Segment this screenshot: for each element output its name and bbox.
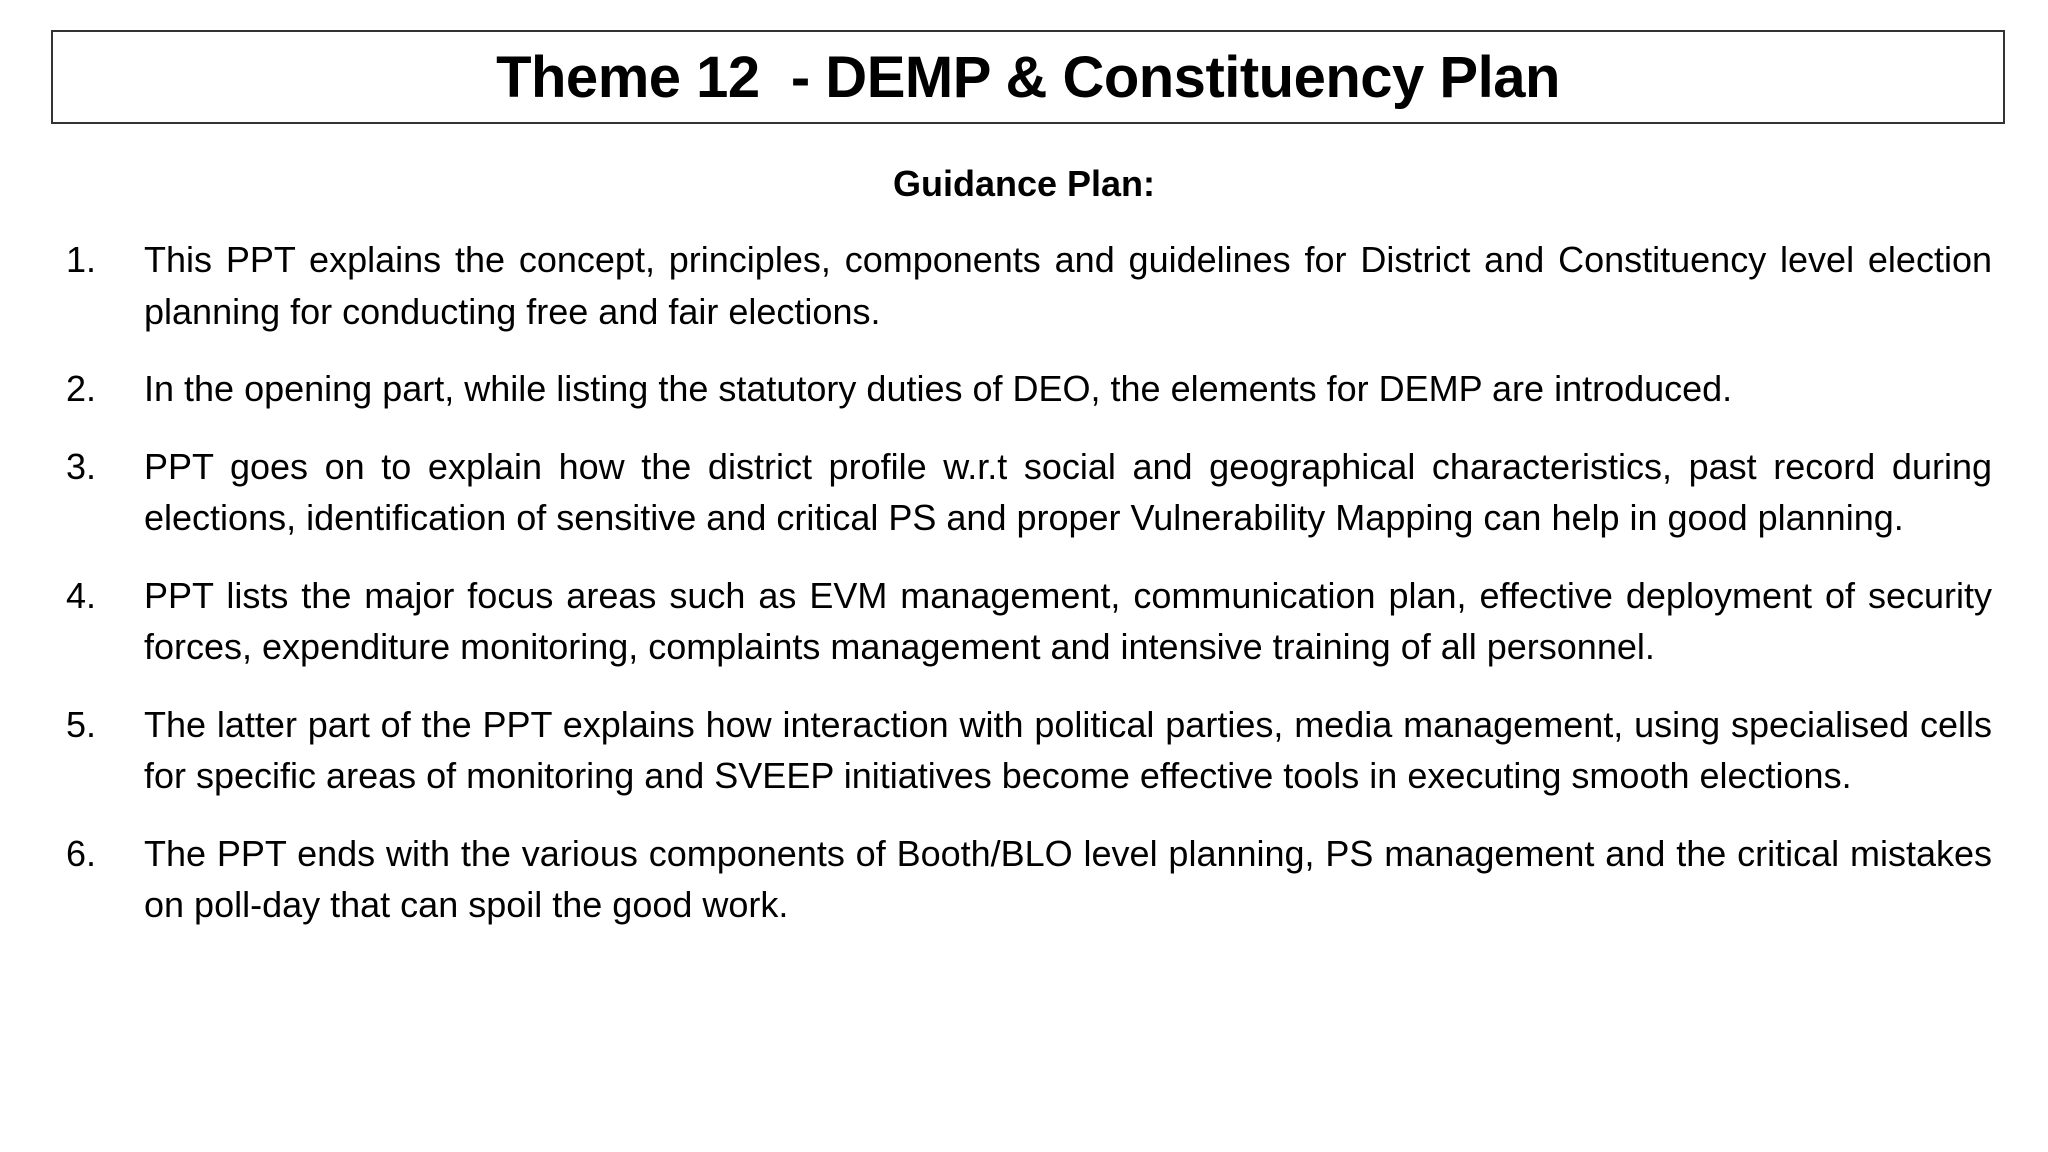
list-item <box>66 363 1992 415</box>
list-item-number: 1. <box>66 239 97 280</box>
list-item <box>66 699 1992 802</box>
list-item-text: This PPT explains the concept, principles, components and guidelines for District and Constituency level election planning for conducting free and fair elections. <box>144 239 1992 332</box>
list-item <box>66 234 1992 337</box>
list-item-text: PPT goes on to explain how the district profile w.r.t social and geographical characteristics, past record during elections, identification of sensitive and critical PS and proper Vulnerability Mapping can help in good planning. <box>144 445 1992 538</box>
list-item-text: The latter part of the PPT explains how interaction with political parties, media management, using specialised cells for specific areas of monitoring and SVEEP initiatives become effective tools in executing smooth elections. <box>144 703 1992 796</box>
list-item-number: 5. <box>66 703 97 745</box>
list-item <box>66 570 1992 673</box>
list-item-text: The PPT ends with the various components of Booth/BLO level planning, PS management and the critical mistakes on poll-day that can spoil the good work. <box>144 832 1992 925</box>
list-item <box>66 828 1992 931</box>
title-box <box>51 30 2005 124</box>
list-item <box>66 441 1992 544</box>
slide-title: Theme 12 - DEMP & Constituency Plan <box>496 44 1560 110</box>
list-item-number: 2. <box>66 368 97 409</box>
list-item-text: In the opening part, while listing the statutory duties of DEO, the elements for DEMP are introduced. <box>144 368 1733 409</box>
list-item-number: 6. <box>66 832 97 874</box>
guidance-list <box>66 234 1992 957</box>
list-item-number: 3. <box>66 445 97 487</box>
guidance-plan-heading: Guidance Plan: <box>892 163 1156 204</box>
list-item-number: 4. <box>66 574 97 616</box>
list-item-text: PPT lists the major focus areas such as EVM management, communication plan, effective deployment of security forces, expenditure monitoring, complaints management and intensive training of all personnel. <box>144 574 1992 667</box>
